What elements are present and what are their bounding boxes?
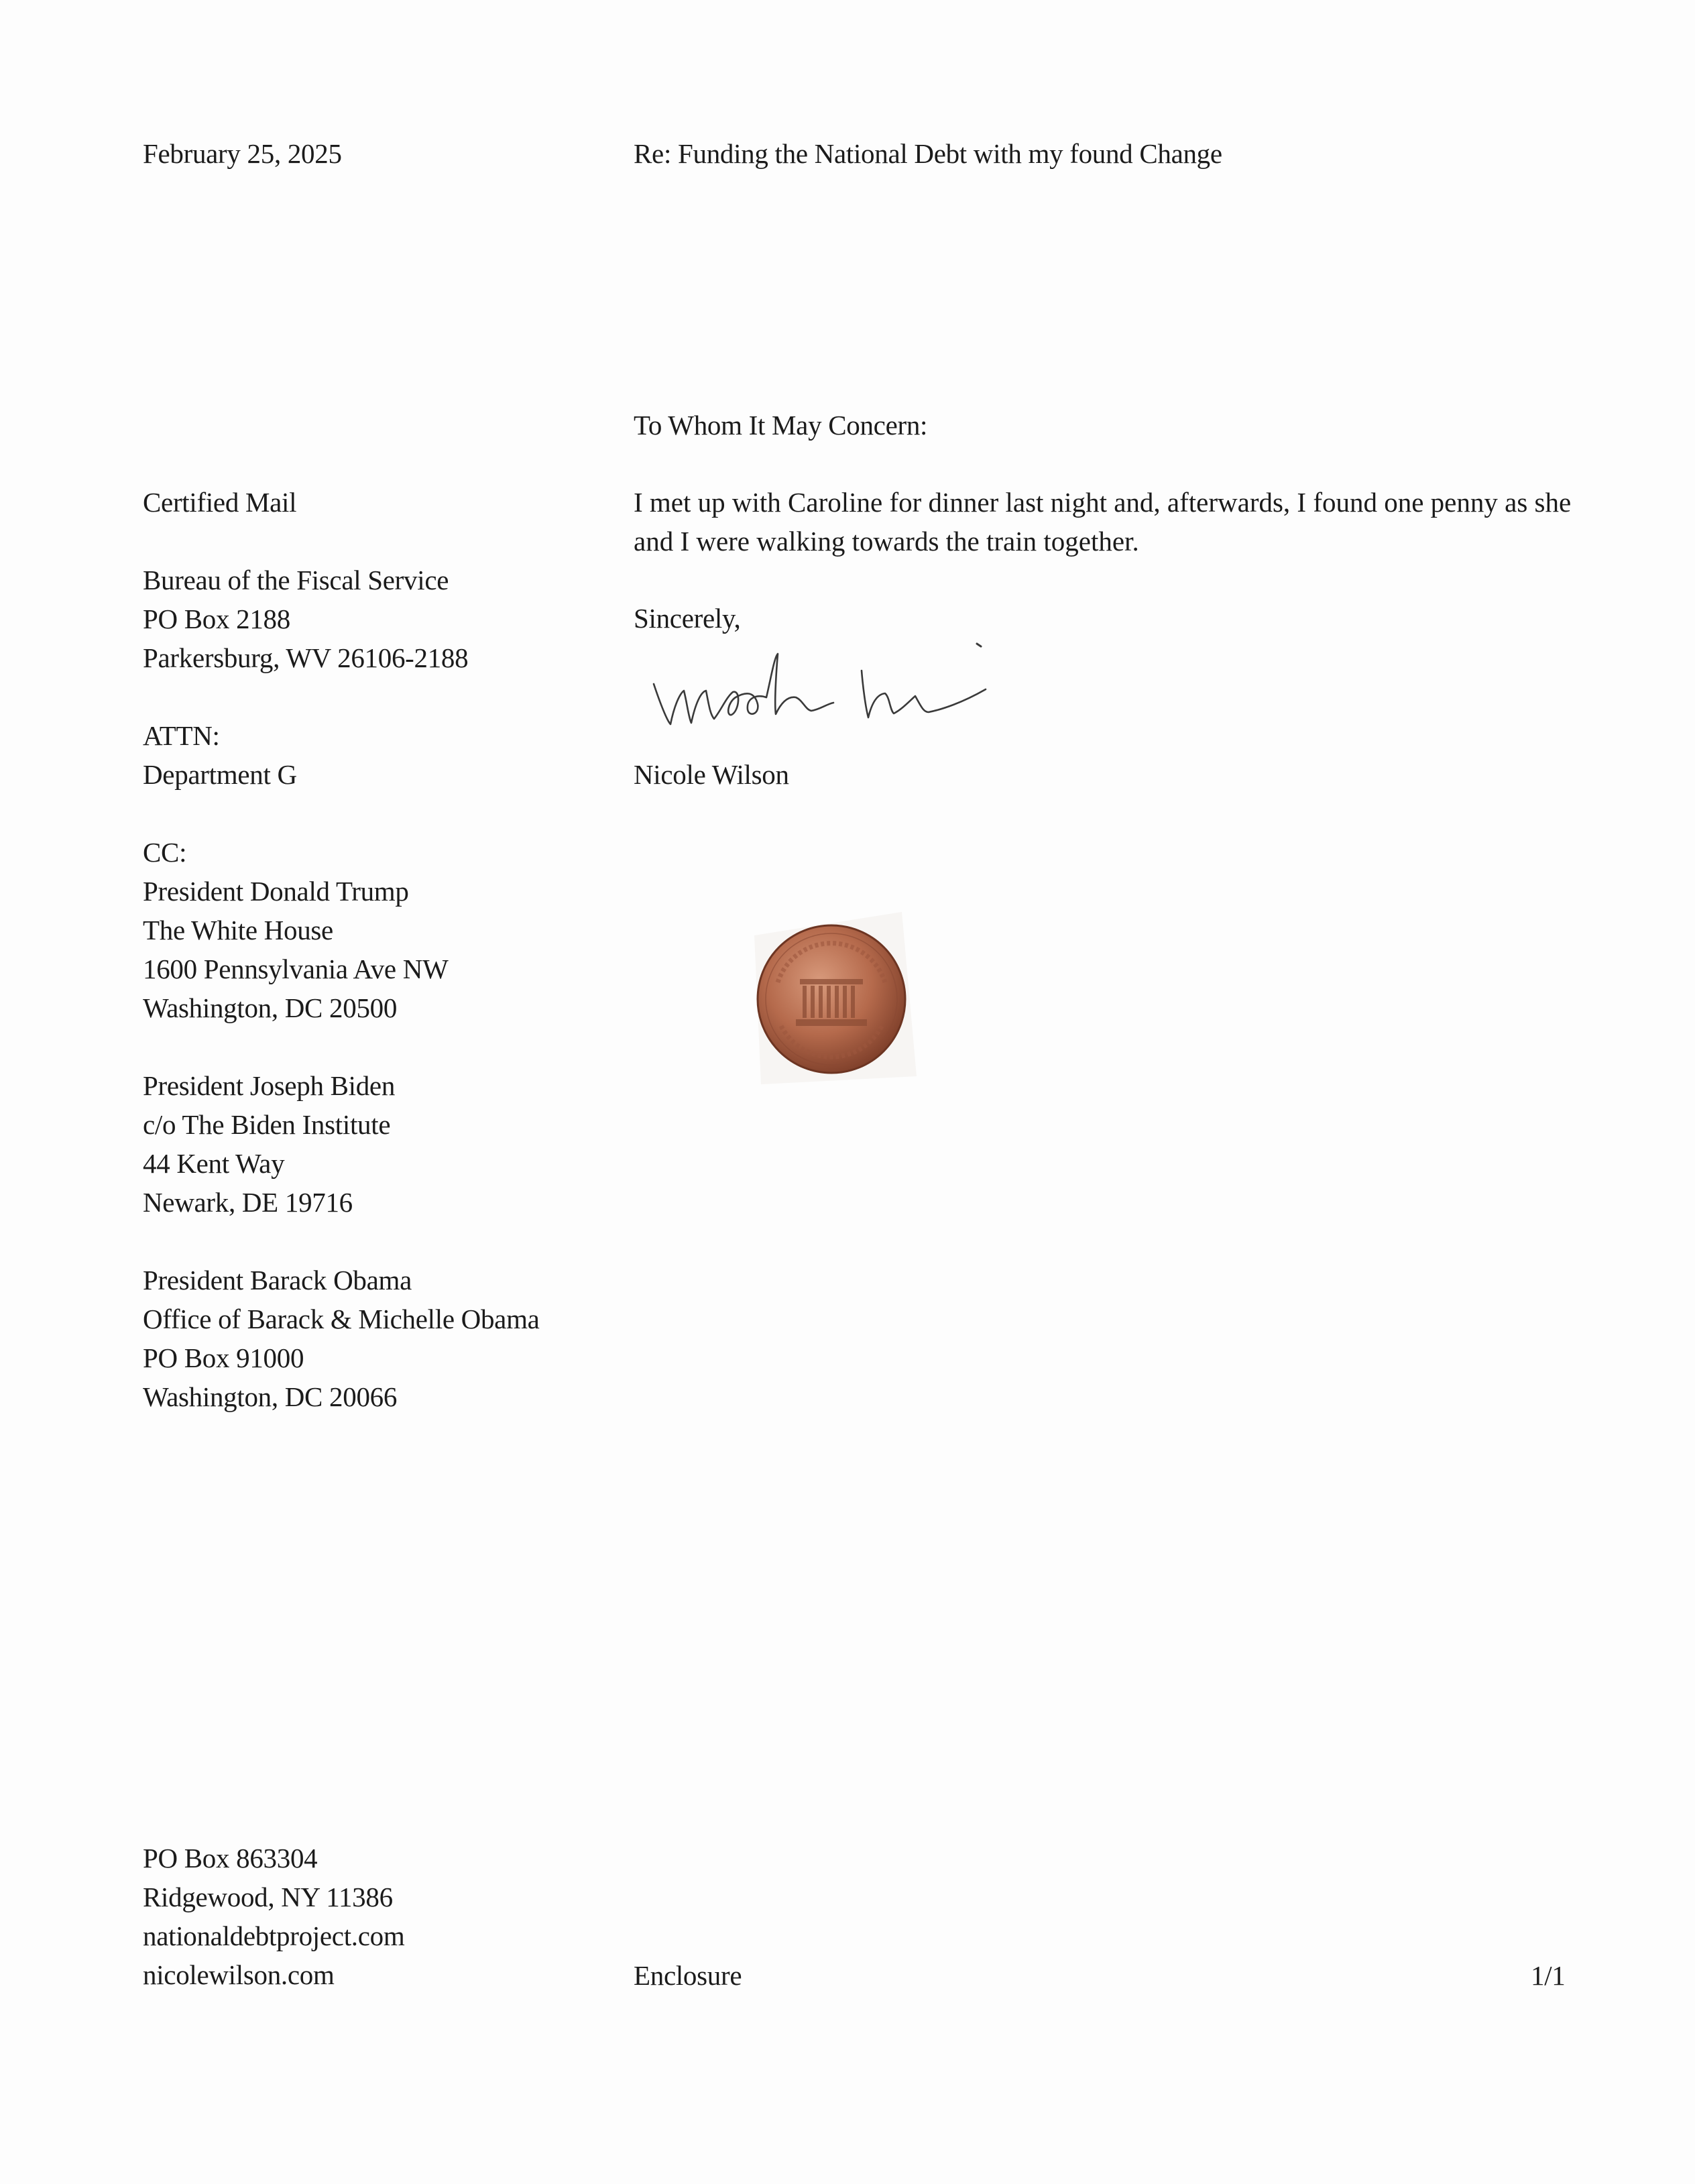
enclosure-note: Enclosure — [634, 1960, 742, 1991]
attn-label: ATTN: — [143, 720, 220, 751]
return-address-line: nicolewilson.com — [143, 1959, 335, 1990]
penny-coin-icon — [741, 909, 922, 1090]
cc-address-line: PO Box 91000 — [143, 1342, 304, 1373]
salutation: To Whom It May Concern: — [634, 410, 928, 441]
cc-label: CC: — [143, 837, 187, 868]
letter-body: I met up with Caroline for dinner last night and, afterwards, I found one penny as she and I were walking towards the train together. — [634, 487, 1572, 557]
return-address — [143, 1839, 404, 1994]
cc-address-line: Washington, DC 20500 — [143, 992, 398, 1023]
cc-address-line: President Barack Obama — [143, 1265, 412, 1296]
cc-address-line: President Joseph Biden — [143, 1070, 396, 1101]
recipient-line: PO Box 2188 — [143, 604, 290, 634]
handwritten-signature — [647, 630, 1022, 744]
cc-address-line: 1600 Pennsylvania Ave NW — [143, 954, 449, 984]
cc-address-line: c/o The Biden Institute — [143, 1109, 391, 1140]
cc-address-line: Washington, DC 20066 — [143, 1381, 398, 1412]
closing: Sincerely, — [634, 603, 741, 634]
signer-name: Nicole Wilson — [634, 759, 789, 790]
return-address-line: PO Box 863304 — [143, 1843, 318, 1874]
page-number: 1/1 — [1531, 1960, 1566, 1991]
recipient-line: Bureau of the Fiscal Service — [143, 565, 449, 595]
cc-address-line: Newark, DE 19716 — [143, 1187, 353, 1218]
letter-date: February 25, 2025 — [143, 138, 342, 169]
return-address-line: Ridgewood, NY 11386 — [143, 1882, 393, 1912]
cc-address-line: President Donald Trump — [143, 876, 409, 907]
recipient-line: Parkersburg, WV 26106-2188 — [143, 642, 469, 673]
address-column — [143, 483, 540, 1416]
attn-value: Department G — [143, 759, 297, 790]
cc-address-line: 44 Kent Way — [143, 1148, 285, 1179]
letter-subject: Re: Funding the National Debt with my found Change — [634, 138, 1222, 169]
cc-address-line: Office of Barack & Michelle Obama — [143, 1304, 540, 1334]
delivery-method: Certified Mail — [143, 487, 297, 518]
return-address-line: nationaldebtproject.com — [143, 1920, 405, 1951]
cc-address-line: The White House — [143, 915, 333, 945]
